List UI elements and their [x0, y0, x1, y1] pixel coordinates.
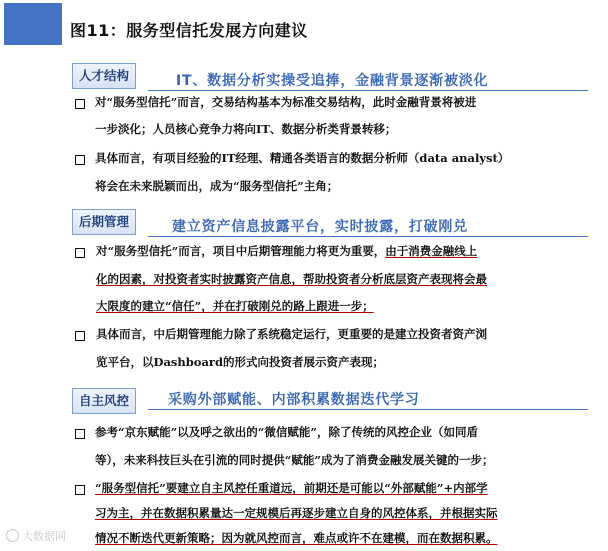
section-divider — [148, 90, 588, 91]
section-heading-risk-control: 采购外部赋能、内部积累数据迭代学习 — [168, 392, 420, 408]
title-accent-block — [4, 3, 62, 45]
section-divider — [148, 236, 588, 237]
bullet-text-line: “服务型信托”要建立自主风控任重道远，前期还是可能以“外部赋能”+内部学 — [95, 481, 488, 495]
bullet-marker — [75, 155, 85, 165]
figure-title: 图11：服务型信托发展方向建议 — [70, 21, 308, 40]
bullet-text-line: 览平台，以Dashboard的形式向投资者展示资产表现； — [96, 355, 385, 369]
bullet-text-line: 习为主，并在数据积累量达一定规模后再逐步建立自身的风控体系，并根据实际 — [95, 506, 498, 520]
bullet-text-line: 具体而言，中后期管理能力除了系统稳定运行，更重要的是建立投资者资产浏 — [96, 327, 487, 341]
section-tag-post-management: 后期管理 — [72, 209, 136, 235]
bullet-text-line — [95, 530, 498, 547]
bullet-text-line: 大限度的建立“信任”，并在打破刚兑的路上跟进一步； — [96, 299, 374, 313]
bullet-text-line — [96, 243, 477, 260]
bullet-text-line: 参考“京东赋能”以及呼之欲出的“微信赋能”，除了传统的风控企业（如同盾 — [95, 425, 478, 439]
bullet-marker — [75, 429, 85, 439]
bullet-text-part: 对“服务型信托”而言，项目中后期管理能力将更为重要， — [96, 244, 386, 258]
bullet-marker — [75, 99, 85, 109]
watermark-text: 大数据网 — [22, 530, 66, 543]
section-divider — [148, 409, 588, 410]
bullet-text-line: 化的因素，对投资者实时披露资产信息，帮助投资者分析底层资产表现将会最 — [96, 272, 487, 286]
section-heading-talent: IT、数据分析实操受追捧，金融背景逐渐被淡化 — [176, 73, 489, 89]
watermark — [6, 528, 66, 544]
section-heading-post-management: 建立资产信息披露平台，实时披露，打破刚兑 — [172, 219, 468, 235]
bullet-text-line: 等），未来科技巨头在引流的同时提供“赋能”成为了消费金融发展关键的一步； — [95, 453, 494, 467]
bullet-text-line: 将会在未来脱颖而出，成为“服务型信托”主角； — [95, 179, 339, 193]
bullet-marker — [75, 248, 85, 258]
bullet-text-line: 一步淡化；人员核心竞争力将向IT、数据分析类背景转移； — [95, 122, 397, 136]
section-tag-talent: 人才结构 — [72, 63, 136, 89]
bullet-text-line: 对“服务型信托”而言，交易结构基本为标准交易结构，此时金融背景将被进 — [95, 95, 477, 109]
bullet-text-underlined: 情况不断迭代更新策略；因为就风控而言，难点或许不在建模，而在数据积累。 — [95, 531, 498, 545]
watermark-logo-icon — [6, 529, 19, 542]
bullet-text-underlined: 由于消费金融线上 — [385, 244, 478, 258]
bullet-text-line: 具体而言，有项目经验的IT经理、精通各类语言的数据分析师（data analyst） — [95, 151, 510, 165]
bullet-marker — [75, 485, 85, 495]
section-tag-risk-control: 自主风控 — [72, 388, 136, 414]
bullet-marker — [75, 331, 85, 341]
